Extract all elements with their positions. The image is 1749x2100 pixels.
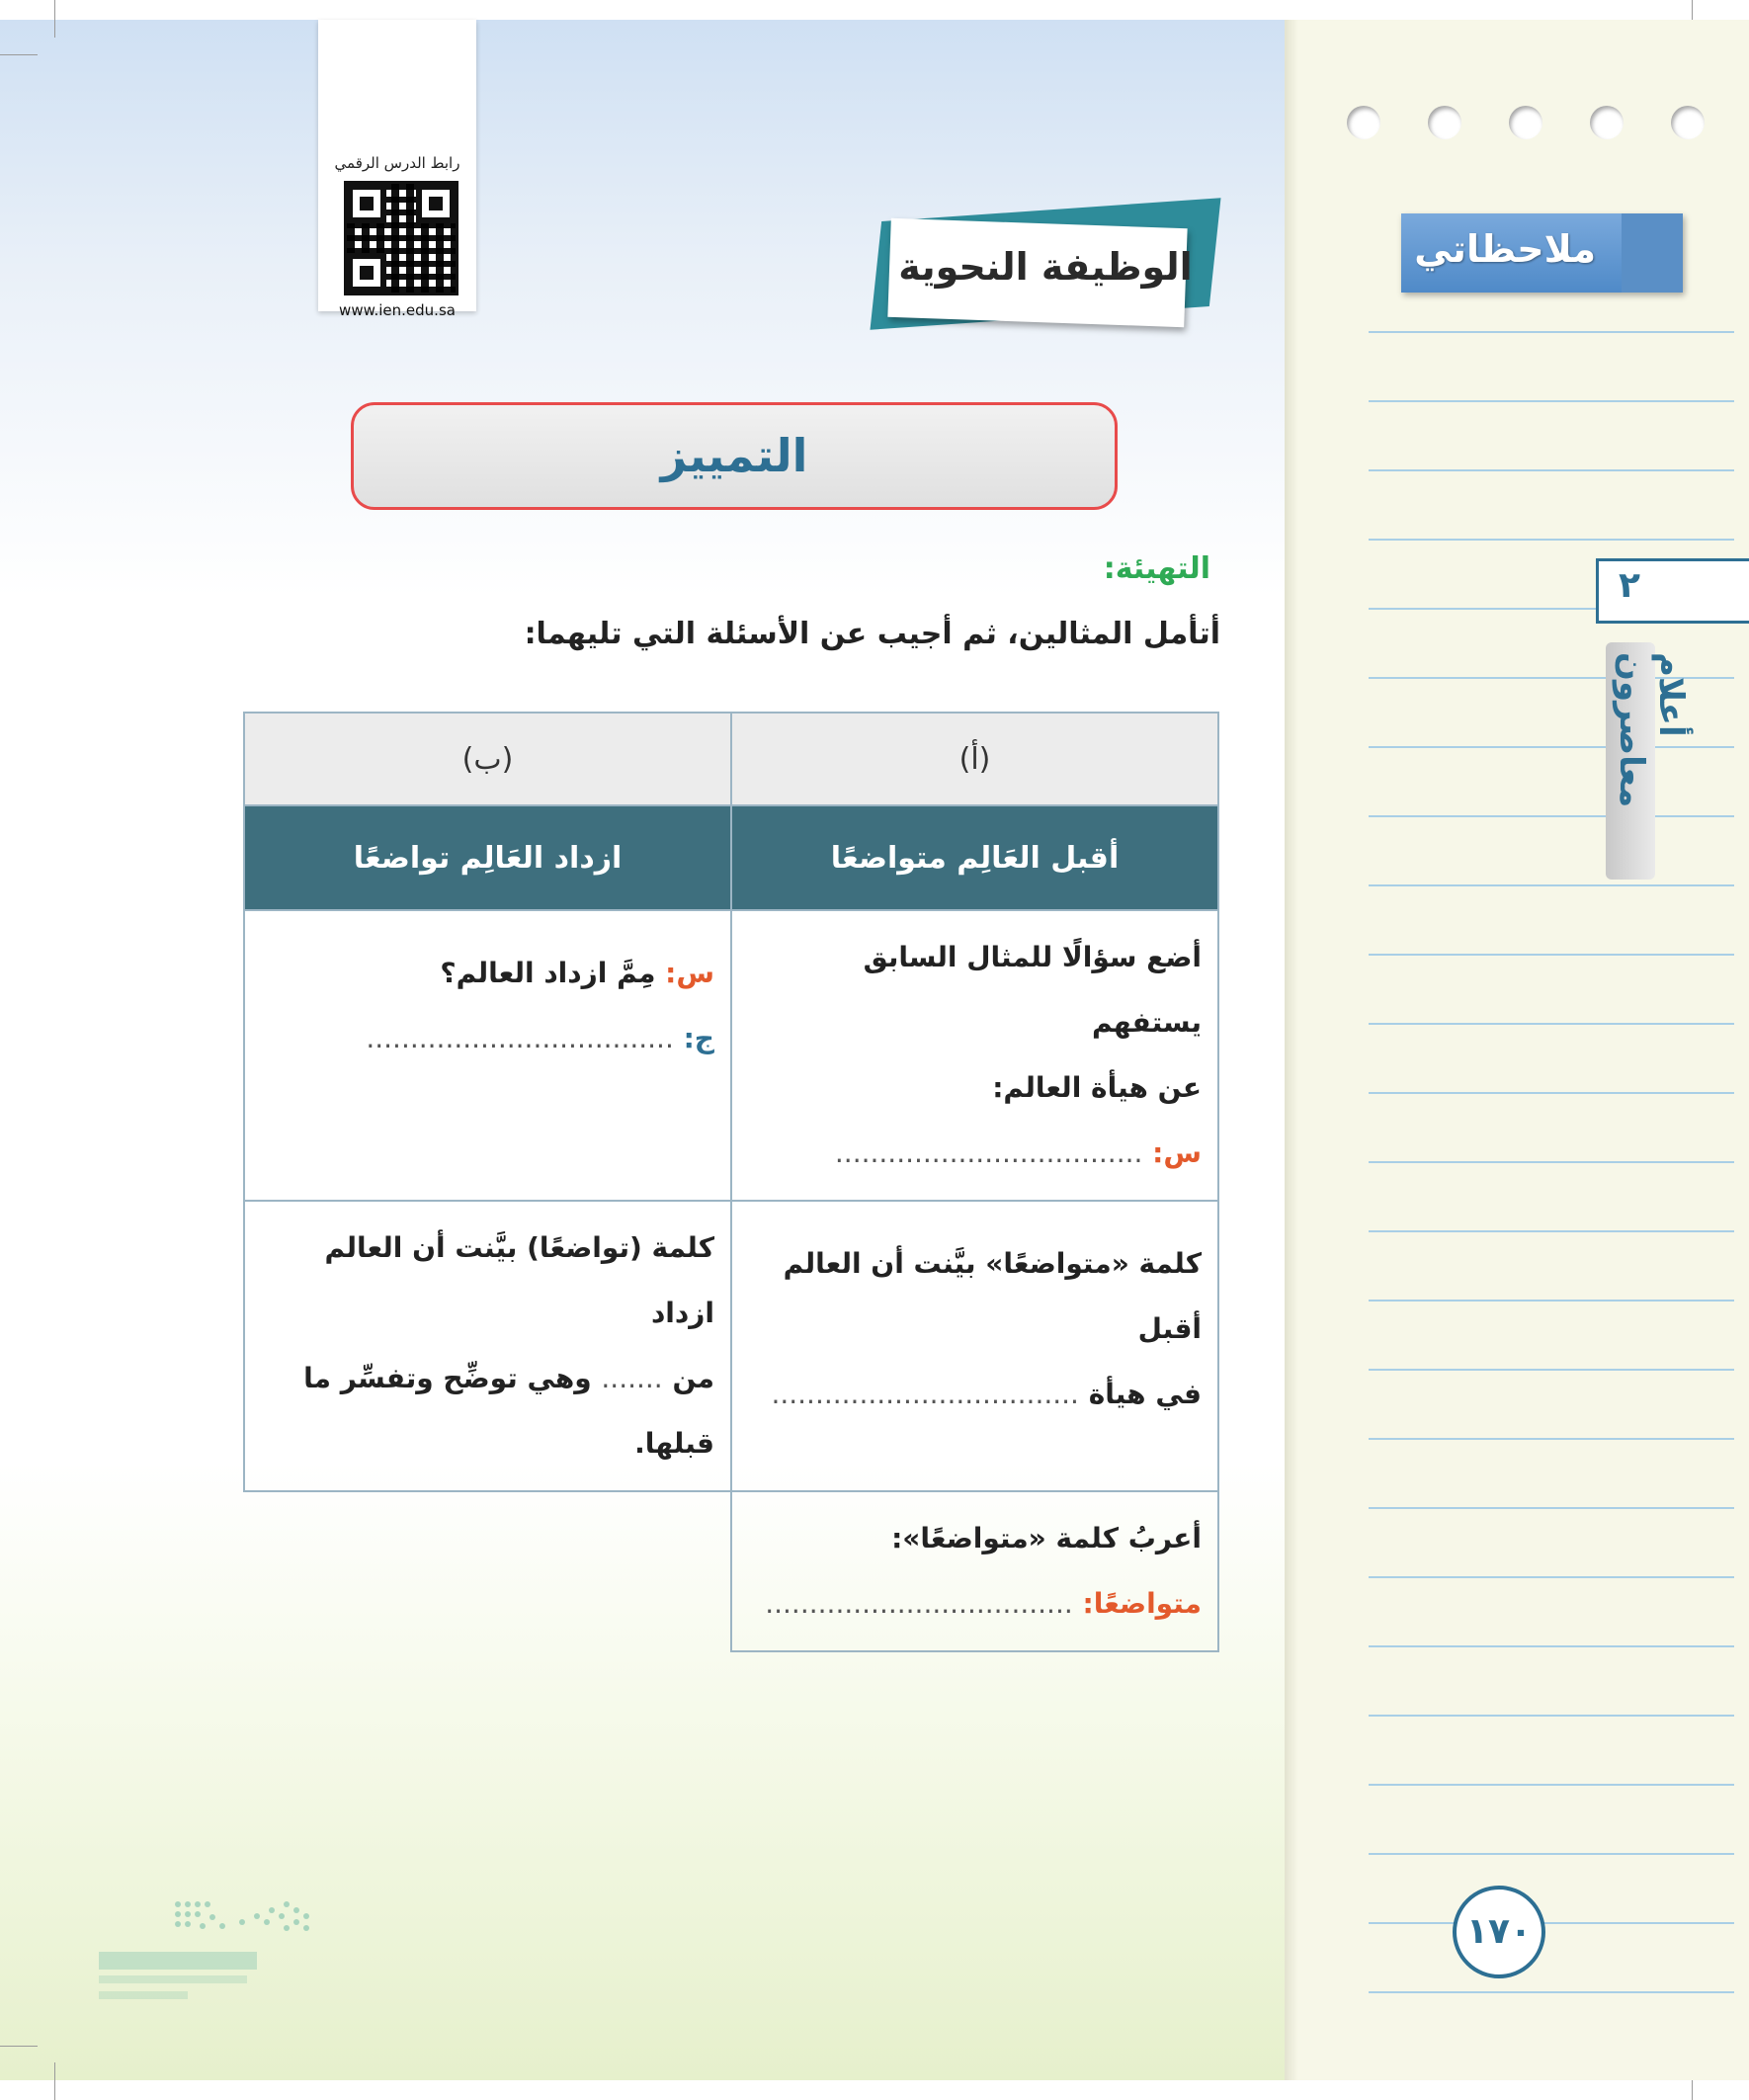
note-line — [1369, 1092, 1734, 1094]
note-line — [1369, 884, 1734, 886]
parsing-a-line2[interactable] — [748, 1571, 1202, 1637]
parsing-cell-a — [731, 1491, 1218, 1651]
binder-hole — [1509, 106, 1542, 139]
note-line — [1369, 1853, 1734, 1855]
answer-blank[interactable]: ................................... — [834, 1136, 1143, 1169]
unit-number: ٢ — [1619, 565, 1640, 606]
note-line — [1369, 1645, 1734, 1647]
section-banner — [877, 210, 1213, 333]
question-b-text: مِمَّ ازداد العالم؟ — [440, 957, 656, 989]
answer-label: ج: — [683, 1022, 714, 1054]
note-line — [1369, 331, 1734, 333]
note-line — [1369, 1507, 1734, 1509]
notes-tab — [1401, 213, 1683, 293]
notes-panel — [1290, 20, 1749, 2080]
answer-b-line[interactable] — [261, 1006, 714, 1071]
question-cell-a — [731, 910, 1218, 1201]
column-header-row — [244, 713, 1218, 805]
crop-mark — [54, 2062, 55, 2100]
notes-tab-end — [1622, 213, 1683, 293]
unit-number-box — [1596, 558, 1749, 624]
examples-table — [243, 712, 1219, 1652]
answer-blank[interactable]: ................................... — [366, 1022, 674, 1054]
qr-finder — [347, 184, 386, 223]
note-line — [1369, 1715, 1734, 1717]
empty-cell — [244, 1491, 731, 1651]
question-a-answer-line[interactable] — [748, 1121, 1202, 1186]
qr-card[interactable] — [318, 20, 476, 319]
question-b-line — [261, 941, 714, 1006]
explanation-a-line1: كلمة «متواضعًا» بيَّنت أن العالم أقبل — [783, 1247, 1202, 1345]
page-number: ١٧٠ — [1453, 1886, 1545, 1978]
question-cell-b — [244, 910, 731, 1201]
note-line — [1369, 1576, 1734, 1578]
crop-mark — [0, 2046, 38, 2047]
section-banner-label: الوظيفة النحوية — [898, 245, 1193, 289]
question-row — [244, 910, 1218, 1201]
note-line — [1369, 1161, 1734, 1163]
parsing-label: متواضعًا: — [1082, 1587, 1202, 1620]
unit-title: أعلام معاصرون — [1612, 652, 1691, 808]
binder-hole — [1671, 106, 1705, 139]
binder-hole — [1428, 106, 1461, 139]
crop-mark — [54, 0, 55, 38]
notes-fold-shadow — [1285, 20, 1298, 2080]
sentence-b: ازداد العَالِم تواضعًا — [244, 805, 731, 910]
unit-title-tab — [1606, 642, 1691, 880]
note-line — [1369, 954, 1734, 956]
column-b-header: (ب) — [244, 713, 731, 805]
lesson-title: التمييز — [351, 402, 1118, 510]
qr-finder — [416, 184, 456, 223]
note-line — [1369, 1369, 1734, 1371]
note-line — [1369, 1922, 1734, 1924]
note-line — [1369, 1438, 1734, 1440]
explanation-b-line2[interactable] — [261, 1346, 714, 1411]
question-a-line2: عن هيأة العالم: — [992, 1071, 1202, 1104]
note-line — [1369, 469, 1734, 471]
sentence-row — [244, 805, 1218, 910]
explanation-cell-b — [244, 1201, 731, 1491]
ministry-logo-icon — [94, 1892, 331, 2041]
parsing-a-line1: أعربُ كلمة «متواضعًا»: — [891, 1522, 1202, 1554]
explanation-row — [244, 1201, 1218, 1491]
sentence-a: أقبل العَالِم متواضعًا — [731, 805, 1218, 910]
notes-tab-label: ملاحظاتي — [1414, 227, 1596, 271]
note-line — [1369, 1300, 1734, 1302]
note-line — [1369, 1023, 1734, 1025]
explanation-cell-a — [731, 1201, 1218, 1491]
binder-hole — [1590, 106, 1624, 139]
note-line — [1369, 1784, 1734, 1786]
qr-caption: رابط الدرس الرقمي — [334, 154, 460, 172]
parsing-row — [244, 1491, 1218, 1651]
explanation-b-line3: قبلها. — [634, 1427, 714, 1460]
question-label: س: — [665, 957, 714, 989]
column-a-header: (أ) — [731, 713, 1218, 805]
question-label: س: — [1152, 1136, 1202, 1169]
answer-blank[interactable]: ....... — [601, 1362, 663, 1394]
question-a-line1: أضع سؤالًا للمثال السابق يستفهم — [863, 941, 1202, 1039]
instruction-text: أتأمل المثالين، ثم أجيب عن الأسئلة التي تليهما: — [524, 617, 1220, 651]
explanation-b-line1: كلمة (تواضعًا) بيَّنت أن العالم ازداد — [324, 1231, 714, 1329]
explanation-a-text: في هيأة — [1088, 1378, 1202, 1410]
note-line — [1369, 539, 1734, 541]
explanation-b-text-a: من — [672, 1362, 714, 1394]
note-line — [1369, 1230, 1734, 1232]
crop-mark — [0, 54, 38, 55]
note-line — [1369, 400, 1734, 402]
qr-url[interactable]: www.ien.edu.sa — [339, 301, 456, 319]
qr-code-icon[interactable] — [344, 181, 458, 295]
binder-hole — [1347, 106, 1380, 139]
answer-blank[interactable]: ................................... — [771, 1378, 1079, 1410]
answer-blank[interactable]: ................................... — [765, 1587, 1073, 1620]
warmup-label: التهيئة: — [1103, 551, 1210, 586]
note-line — [1369, 1991, 1734, 1993]
explanation-b-text-b: وهي توضِّح وتفسِّر ما — [303, 1362, 592, 1394]
qr-finder — [347, 253, 386, 293]
explanation-a-line2[interactable] — [748, 1362, 1202, 1427]
